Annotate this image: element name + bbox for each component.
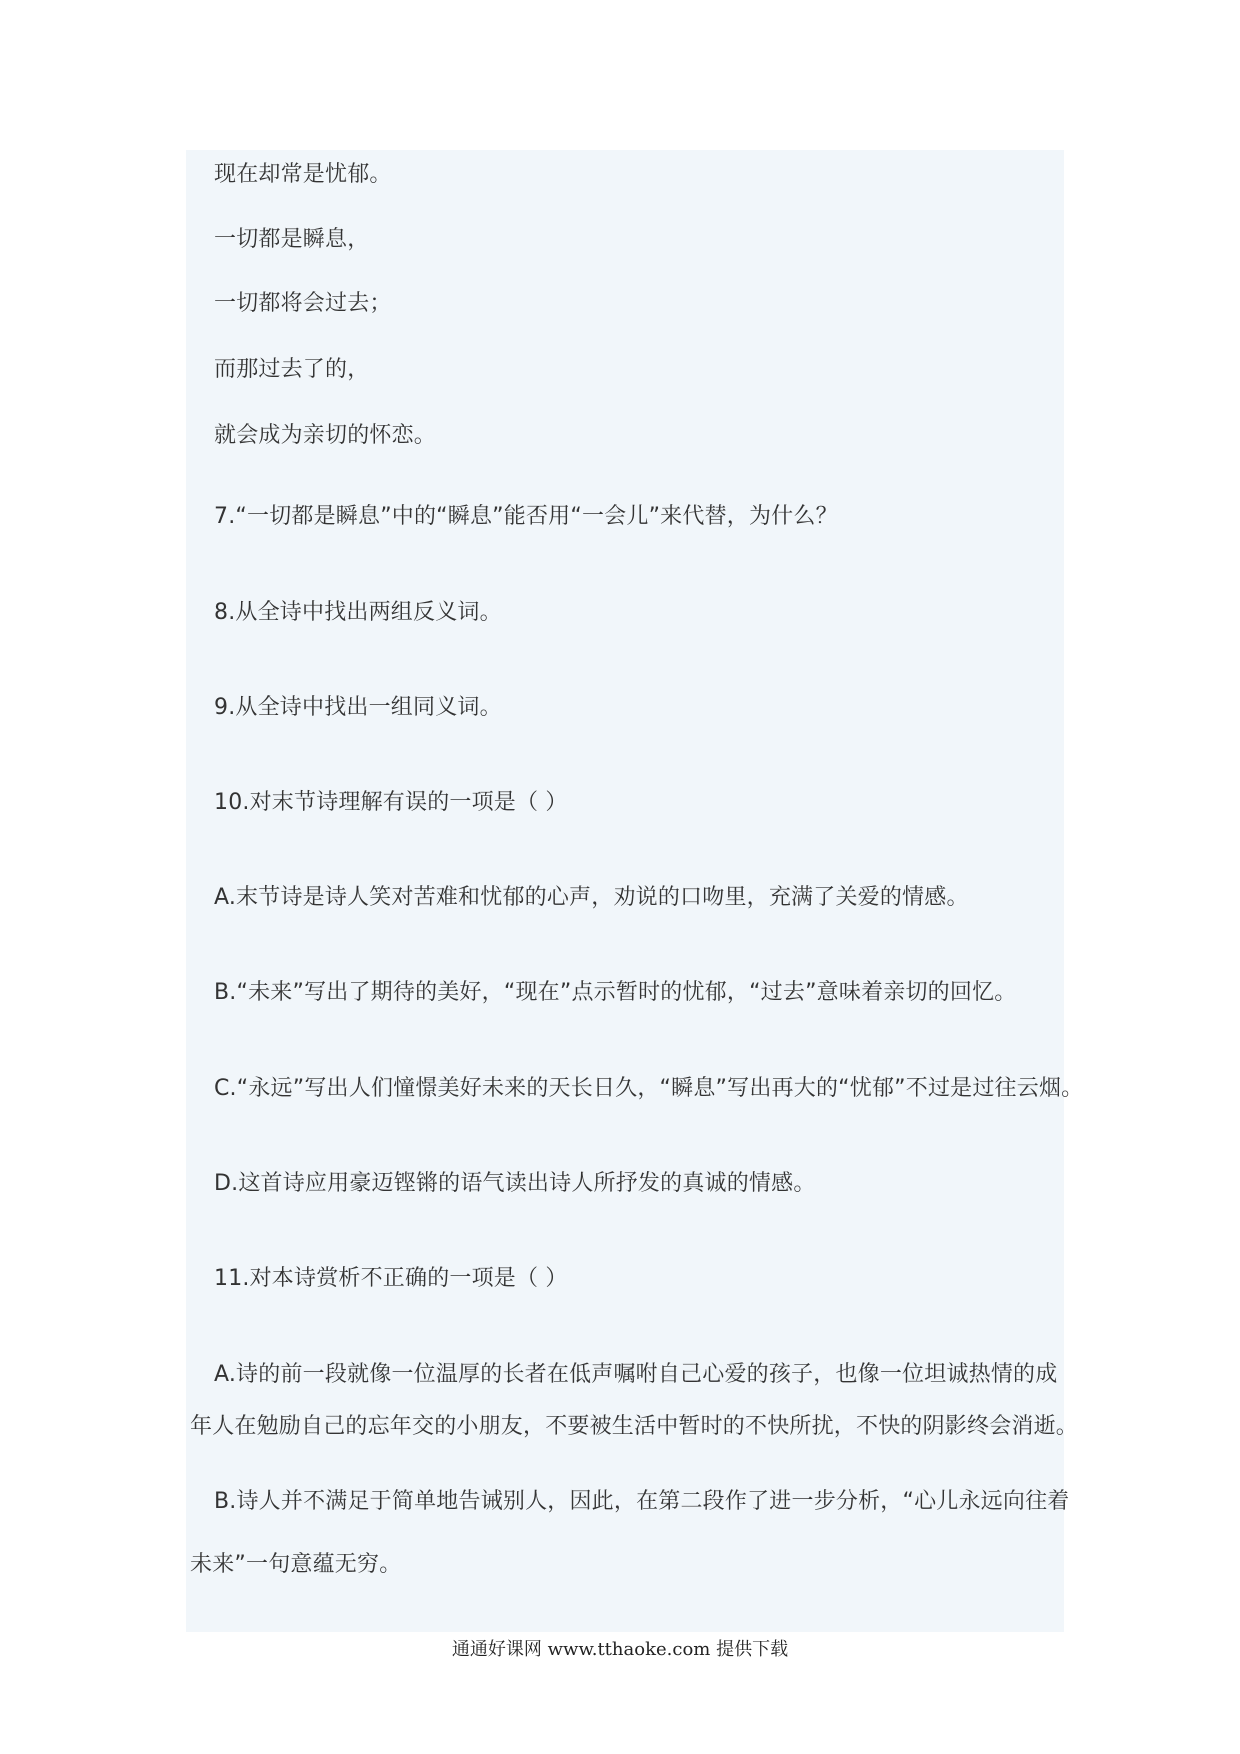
question-9: 9.从全诗中找出一组同义词。 [214, 695, 502, 720]
poem-line-5: 就会成为亲切的怀恋。 [214, 423, 437, 448]
question-7: 7.“一切都是瞬息”中的“瞬息”能否用“一会儿”来代替，为什么？ [214, 504, 838, 529]
question-11-option-a-line-2: 年人在勉励自己的忘年交的小朋友，不要被生活中暂时的不快所扰，不快的阴影终会消逝。 [190, 1414, 1079, 1439]
question-11-option-a-line-1: A.诗的前一段就像一位温厚的长者在低声嘱咐自己心爱的孩子，也像一位坦诚热情的成 [214, 1362, 1058, 1387]
footer-credit: 通通好课网 www.tthaoke.com 提供下载 [451, 1639, 789, 1660]
question-10-option-d: D.这首诗应用豪迈铿锵的语气读出诗人所抒发的真诚的情感。 [214, 1171, 816, 1196]
question-8: 8.从全诗中找出两组反义词。 [214, 600, 502, 625]
question-10-option-a: A.末节诗是诗人笑对苦难和忧郁的心声，劝说的口吻里，充满了关爱的情感。 [214, 885, 969, 910]
poem-line-3: 一切都将会过去； [214, 291, 392, 316]
poem-line-4: 而那过去了的， [214, 357, 370, 382]
question-11-option-b-line-2: 未来”一句意蕴无穷。 [190, 1552, 402, 1577]
question-11-option-b-line-1: B.诗人并不满足于简单地告诫别人，因此，在第二段作了进一步分析，“心儿永远向往着 [214, 1489, 1070, 1514]
question-10-option-b: B.“未来”写出了期待的美好，“现在”点示暂时的忧郁，“过去”意味着亲切的回忆。 [214, 980, 1017, 1005]
poem-line-2: 一切都是瞬息， [214, 227, 370, 252]
question-10-option-c: C.“永远”写出人们憧憬美好未来的天长日久，“瞬息”写出再大的“忧郁”不过是过往云烟。 [214, 1076, 1084, 1101]
question-10: 10.对末节诗理解有误的一项是（ ） [214, 790, 568, 815]
poem-line-1: 现在却常是忧郁。 [214, 162, 392, 187]
question-11: 11.对本诗赏析不正确的一项是（ ） [214, 1266, 568, 1291]
